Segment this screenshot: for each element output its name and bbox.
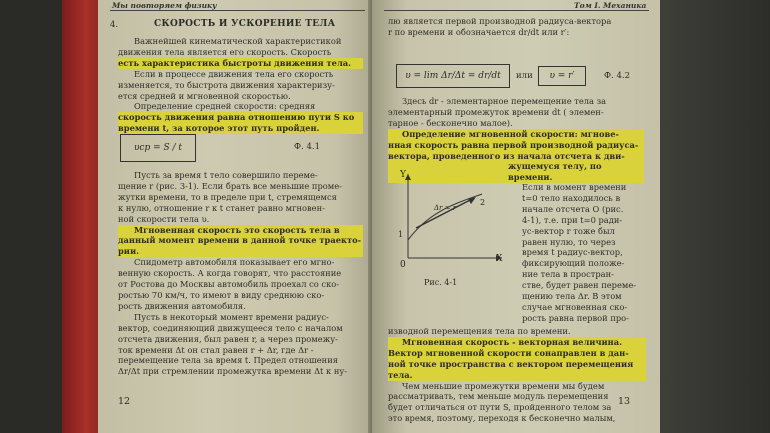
- right-header-rule: [384, 10, 649, 11]
- right-page-header: Том I. Механика: [574, 1, 647, 10]
- left-page: [98, 0, 376, 433]
- origin-label: 0: [400, 260, 406, 270]
- left-page-number: 12: [118, 396, 131, 407]
- formula-label-4-2: Ф. 4.2: [604, 71, 630, 81]
- left-page-header: Мы повторяем физику: [112, 1, 217, 10]
- displacement-vector: [416, 198, 474, 228]
- section-number: 4.: [110, 20, 119, 30]
- right-paragraph-1: лю является первой производной радиуса-вектора r по времени и обозначается dr/dt или r′:: [388, 16, 612, 37]
- formula-box-average-speed: υср = S / t: [120, 134, 196, 162]
- axis-y-label: Y: [400, 170, 406, 180]
- point-1-label: 1: [398, 230, 404, 239]
- right-side-column: Если в момент времени t=0 тело находилось в начале отсчета O (рис. 4-1), т.е. при t=0 ради- ус-вектор r тоже был равен нулю, то через время t радиус-вектор, фиксирующий положе- ние тела в простран- стве, будет равен переме- щению тела Δr. В этом случае мгновенная ско- рость равна первой про-: [522, 182, 637, 323]
- left-header-rule: [110, 10, 365, 11]
- book-cover-edge: [62, 0, 102, 433]
- section-title: СКОРОСТЬ И УСКОРЕНИЕ ТЕЛА: [154, 19, 336, 29]
- formula-box-derivative: υ = r′: [538, 66, 586, 86]
- axis-x-label: X: [496, 254, 503, 264]
- right-page: [372, 0, 662, 433]
- vector-label: Δr = r: [434, 204, 457, 212]
- figure-caption: Рис. 4-1: [424, 278, 458, 287]
- right-paragraph-2: Здесь dr - элементарное перемещение тела за элементарный промежуток времени dt ( элемен- тарное - бесконечно малое). Определение мгновенной скорости: мгнове- нная скорость равна первой производной радиуса- вектора, проведенного из начала отсчета к дви- жущемуся телу, по времени.: [388, 96, 644, 183]
- left-paragraph-2: Пусть за время t тело совершило переме- щение r (рис. 3-1). Если брать все меньшие проме- жутки времени, то в пределе при t, стремящемся к нулю, отношение r к t станет равно мгновен- ной скорости тела υ. Мгновенная скорость это скорость тела в данный момент времени в данной точке траекто- рии. Спидометр автомобиля показывает его мгно- венную скорость. А когда говорят, что расстояние от Ростова до Москвы автомобиль проехал со ско- ростью 70 км/ч, то имеют в виду среднюю ско- рость движения автомобиля. Пусть в некоторый момент времени радиус- вектор, соединяющий движущееся тело с началом отсчета движения, был равен r, а через промежу- ток времени Δt он стал равен r + Δr, где Δr - перемещение тела за время t. Предел отношения Δr/Δt при стремлении промежутка времени Δt к ну-: [118, 170, 362, 377]
- right-paragraph-3: изводной перемещения тела по времени. Мгновенная скорость - векторная величина. Вектор мгновенной скорости сонаправлен в дан- ной точке пространства с вектором перемещения тела. Чем меньшие промежутки времени мы будем рассматривать, тем меньше модуль перемещения будет отличаться от пути S, пройденного телом за это время, поэтому, переходя к бесконечно малым,: [388, 326, 646, 424]
- right-page-number: 13: [618, 396, 631, 407]
- vector-figure: [390, 170, 508, 270]
- formula-or: или: [516, 71, 533, 81]
- left-paragraph-1: Важнейшей кинематической характеристикой движения тела является его скорость. Скорость есть характеристика быстроты движения тела. Если в процессе движения тела его скорость изменяется, то быстрота движения характеризу- ется средней и мгновенной скоростью. Определение средней скорости: средняя скорость движения равна отношению пути S ко времени t, за которое этот путь пройден.: [118, 36, 363, 134]
- background-table: [660, 0, 770, 433]
- formula-label-4-1: Ф. 4.1: [294, 142, 320, 152]
- formula-box-instant-speed: υ = lim Δr/Δt = dr/dt: [396, 64, 510, 88]
- point-2-label: 2: [480, 198, 486, 207]
